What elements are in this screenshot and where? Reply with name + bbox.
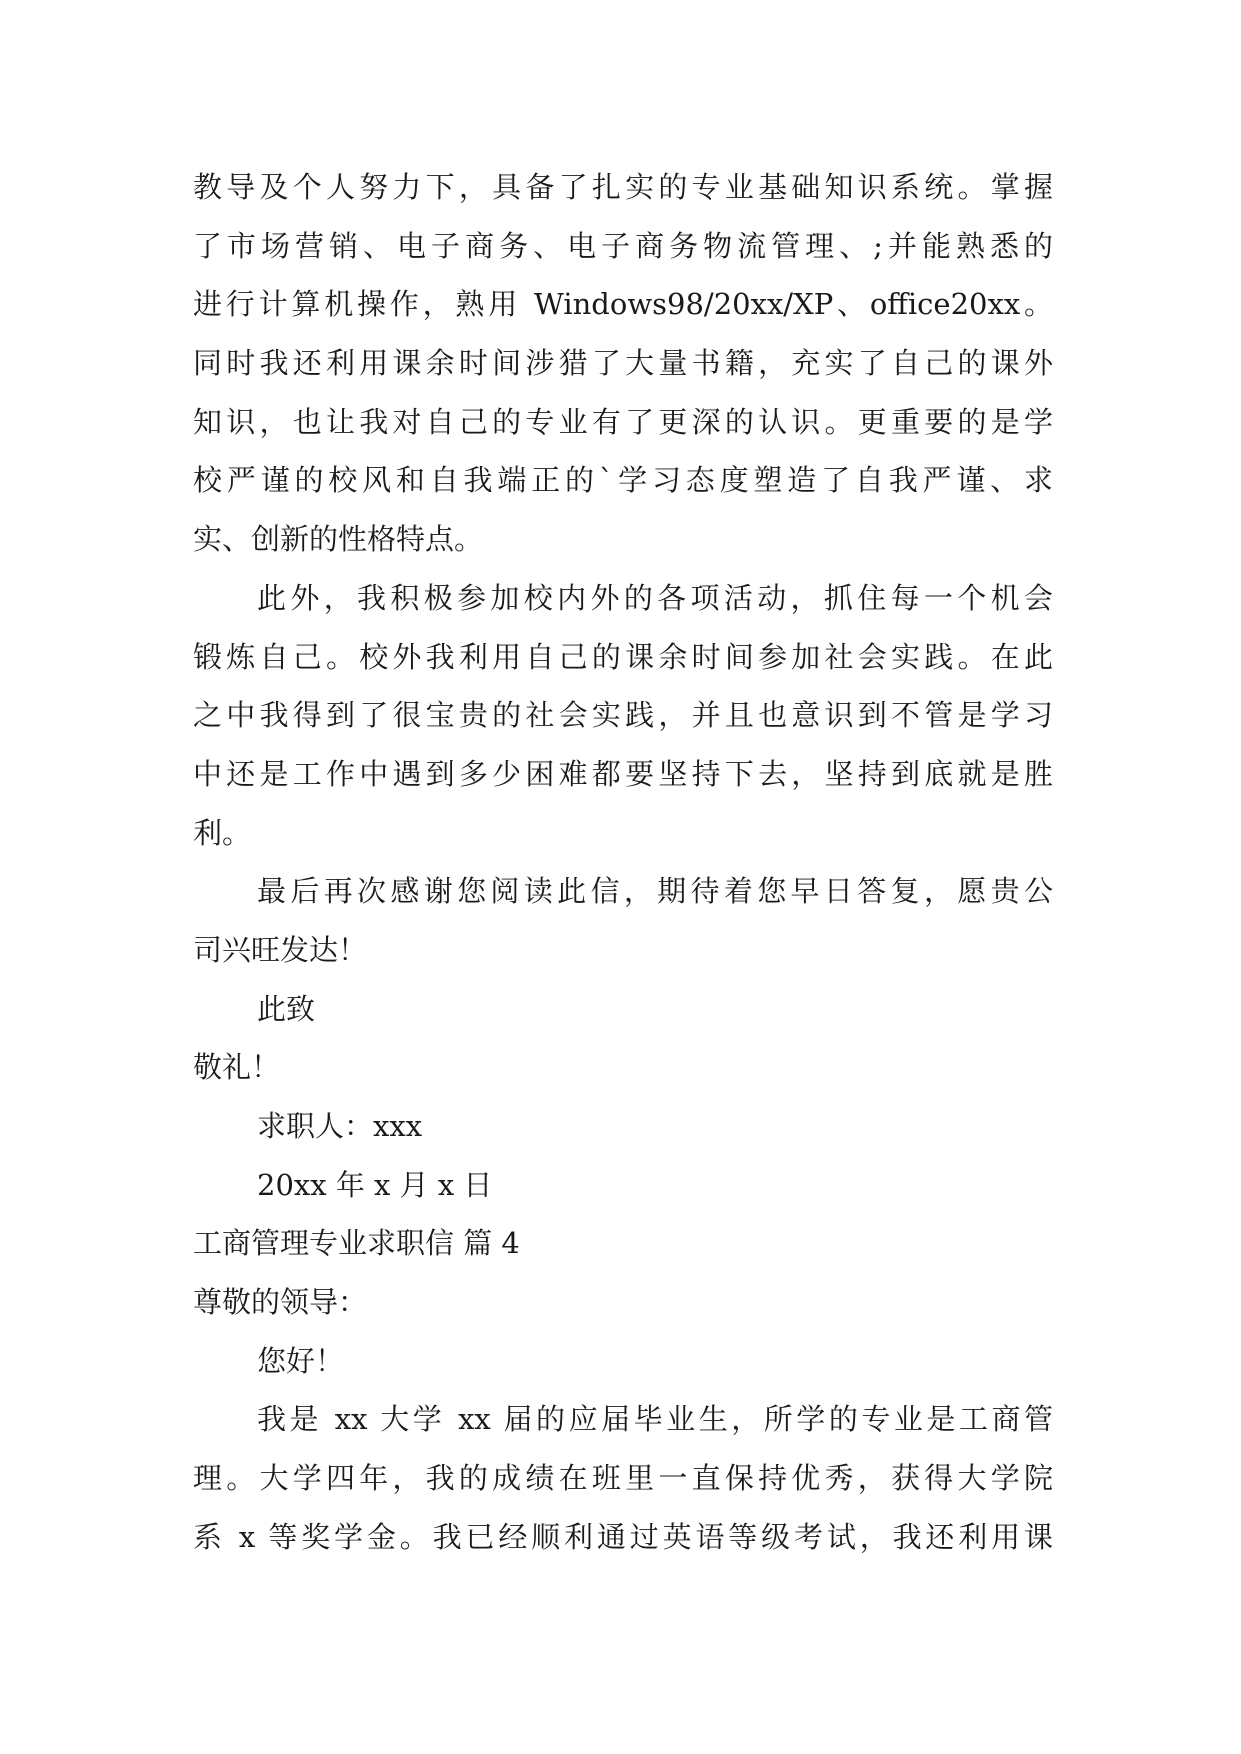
salutation-closing: 此致 [257, 991, 316, 1026]
text-line: 此外，我积极参加校内外的各项活动，抓住每一个机会 [257, 580, 1053, 615]
section-heading: 工商管理专业求职信 篇 4 [193, 1226, 520, 1261]
letter-hello: 您好！ [257, 1343, 345, 1378]
text-line: 校严谨的校风和自我端正的`学习态度塑造了自我严谨、求 [193, 463, 1053, 498]
text-line: 实、创新的性格特点。 [193, 522, 484, 557]
text-line: 司兴旺发达！ [193, 932, 368, 967]
text-line: 利。 [193, 815, 252, 850]
signature-applicant: 求职人：xxx [257, 1109, 423, 1143]
text-line: 我是 xx 大学 xx 届的应届毕业生，所学的专业是工商管 [257, 1402, 1053, 1437]
text-line: 系 x 等奖学金。我已经顺利通过英语等级考试，我还利用课 [193, 1519, 1053, 1554]
text-line: 中还是工作中遇到多少困难都要坚持下去，坚持到底就是胜 [193, 756, 1053, 791]
signature-date: 20xx 年 x 月 x 日 [257, 1167, 493, 1202]
letter-greeting: 尊敬的领导： [193, 1285, 368, 1320]
text-line: 同时我还利用课余时间涉猎了大量书籍，充实了自己的课外 [193, 346, 1053, 381]
text-line: 之中我得到了很宝贵的社会实践，并且也意识到不管是学习 [193, 698, 1053, 733]
salutation-regards: 敬礼！ [193, 1050, 281, 1085]
text-line: 锻炼自己。校外我利用自己的课余时间参加社会实践。在此 [193, 639, 1053, 674]
text-line: 理。大学四年，我的成绩在班里一直保持优秀，获得大学院 [193, 1461, 1053, 1496]
text-line: 进行计算机操作，熟用 Windows98/20xx/XP、office20xx。 [193, 287, 1053, 322]
text-line: 了市场营销、电子商务、电子商务物流管理、;并能熟悉的 [193, 228, 1053, 263]
text-line: 知识，也让我对自己的专业有了更深的认识。更重要的是学 [193, 404, 1053, 439]
text-line: 教导及个人努力下，具备了扎实的专业基础知识系统。掌握 [193, 170, 1053, 204]
letter-body [193, 158, 1053, 1567]
text-line: 最后再次感谢您阅读此信，期待着您早日答复，愿贵公 [257, 874, 1053, 909]
